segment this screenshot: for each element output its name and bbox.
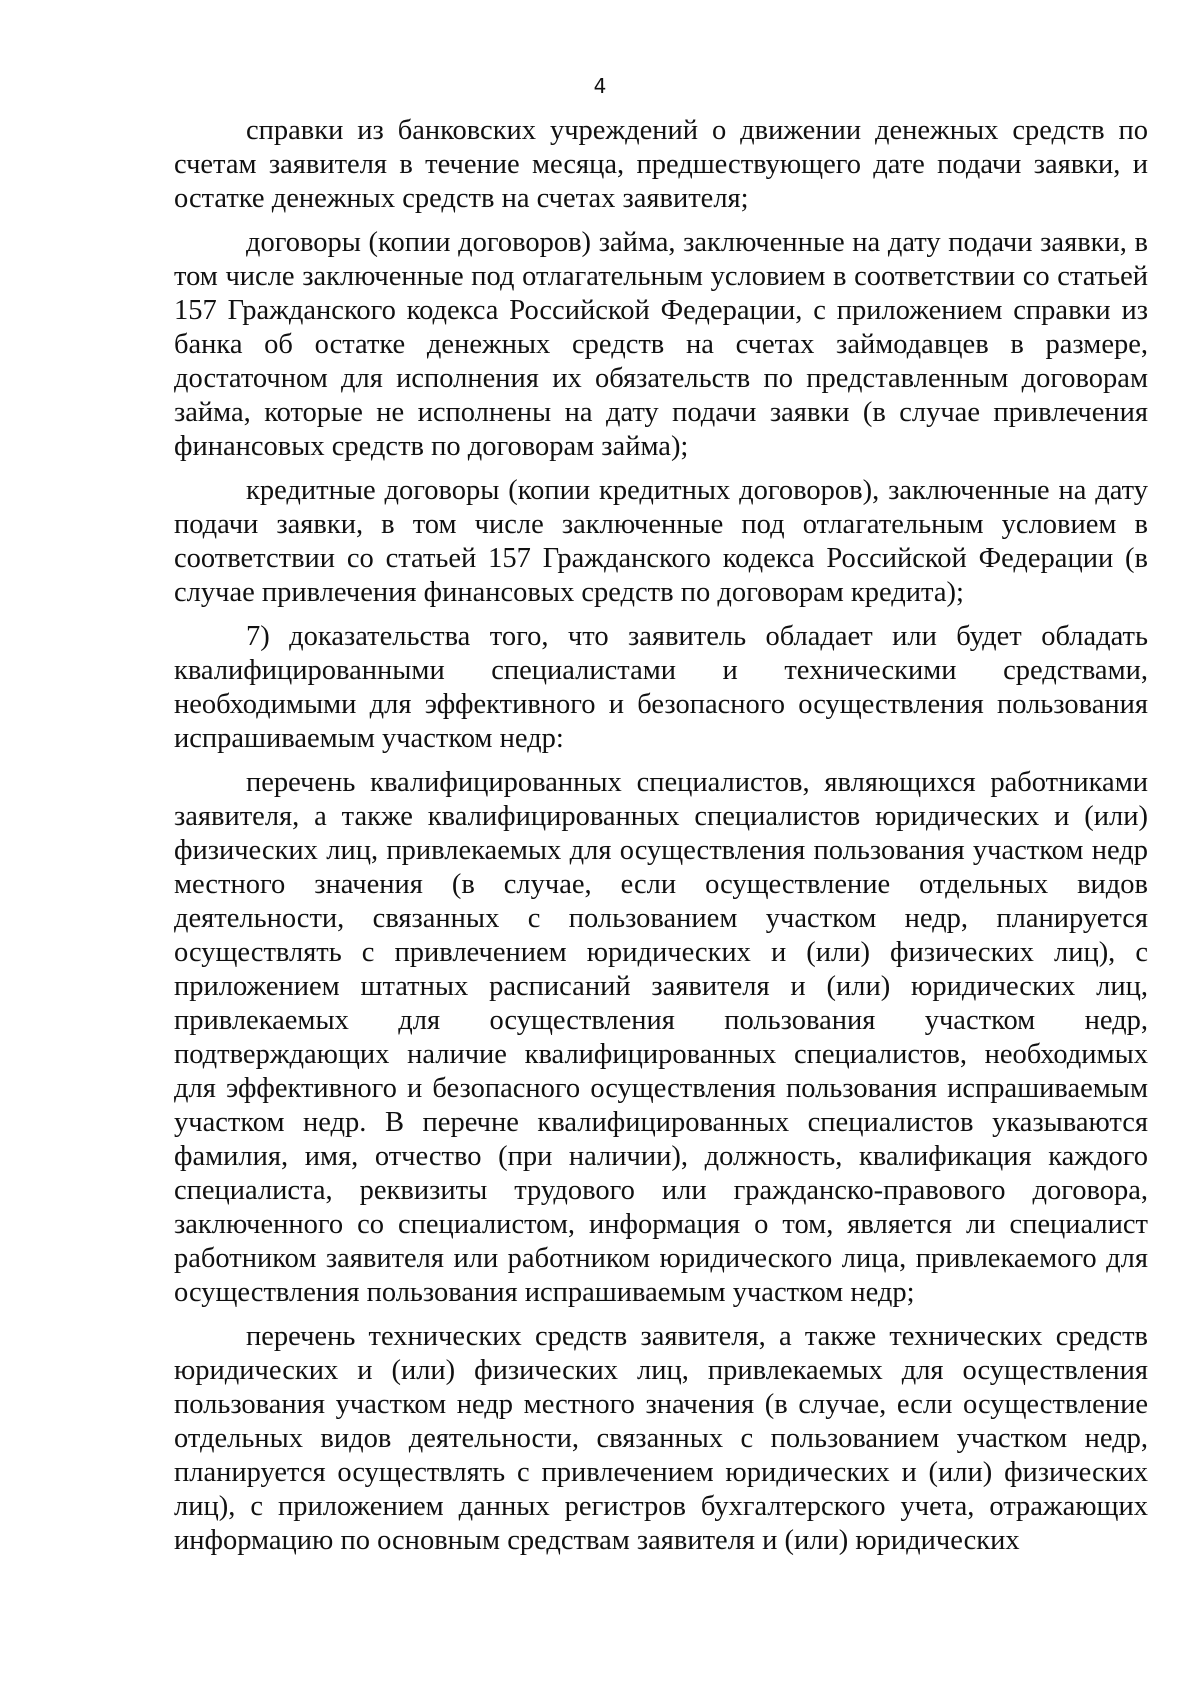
- paragraph-technical-means-list: перечень технических средств заявителя, а также технических средств юридических и (или) физических лиц, привлекаемых для осуществления пользования участком недр местного значения (в случае, если осуществление отдельных видов деятельности, связанных с пользованием участком недр, планируется осуществлять с привлечением юридических и (или) физических лиц), с приложением данных регистров бухгалтерского учета, отражающих информацию по основным средствам заявителя и (или) юридических: [174, 1321, 1148, 1556]
- paragraph-credit-agreements: кредитные договоры (копии кредитных договоров), заключенные на дату подачи заявки, в том числе заключенные под отлагательным условием в соответствии со статьей 157 Гражданского кодекса Российской Федерации (в случае привлечения финансовых средств по договорам кредита);: [174, 475, 1148, 608]
- paragraph-loan-agreements: договоры (копии договоров) займа, заключенные на дату подачи заявки, в том числе заключенные под отлагательным условием в соответствии со статьей 157 Гражданского кодекса Российской Федерации, с приложением справки из банка об остатке денежных средств на счетах займодавцев в размере, достаточном для исполнения их обязательств по представленным договорам займа, которые не исполнены на дату подачи заявки (в случае привлечения финансовых средств по договорам займа);: [174, 227, 1148, 462]
- paragraph-item-7-evidence: 7) доказательства того, что заявитель обладает или будет обладать квалифицированными специалистами и техническими средствами, необходимыми для эффективного и безопасного осуществления пользования испрашиваемым участком недр:: [174, 621, 1148, 754]
- paragraph-bank-statements: справки из банковских учреждений о движении денежных средств по счетам заявителя в течение месяца, предшествующего дате подачи заявки, и остатке денежных средств на счетах заявителя;: [174, 115, 1148, 214]
- page-number: 4: [593, 74, 607, 98]
- paragraph-specialists-list: перечень квалифицированных специалистов, являющихся работниками заявителя, а также квалифицированных специалистов юридических и (или) физических лиц, привлекаемых для осуществления пользования участком недр местного значения (в случае, если осуществление отдельных видов деятельности, связанных с пользованием участком недр, планируется осуществлять с привлечением юридических и (или) физических лиц), с приложением штатных расписаний заявителя и (или) юридических лиц, привлекаемых для осуществления пользования участком недр, подтверждающих наличие квалифицированных специалистов, необходимых для эффективного и безопасного осуществления пользования испрашиваемым участком недр. В перечне квалифицированных специалистов указываются фамилия, имя, отчество (при наличии), должность, квалификация каждого специалиста, реквизиты трудового или гражданско-правового договора, заключенного со специалистом, информация о том, является ли специалист работником заявителя или работником юридического лица, привлекаемого для осуществления пользования испрашиваемым участком недр;: [174, 767, 1148, 1308]
- document-body: [174, 114, 1148, 1568]
